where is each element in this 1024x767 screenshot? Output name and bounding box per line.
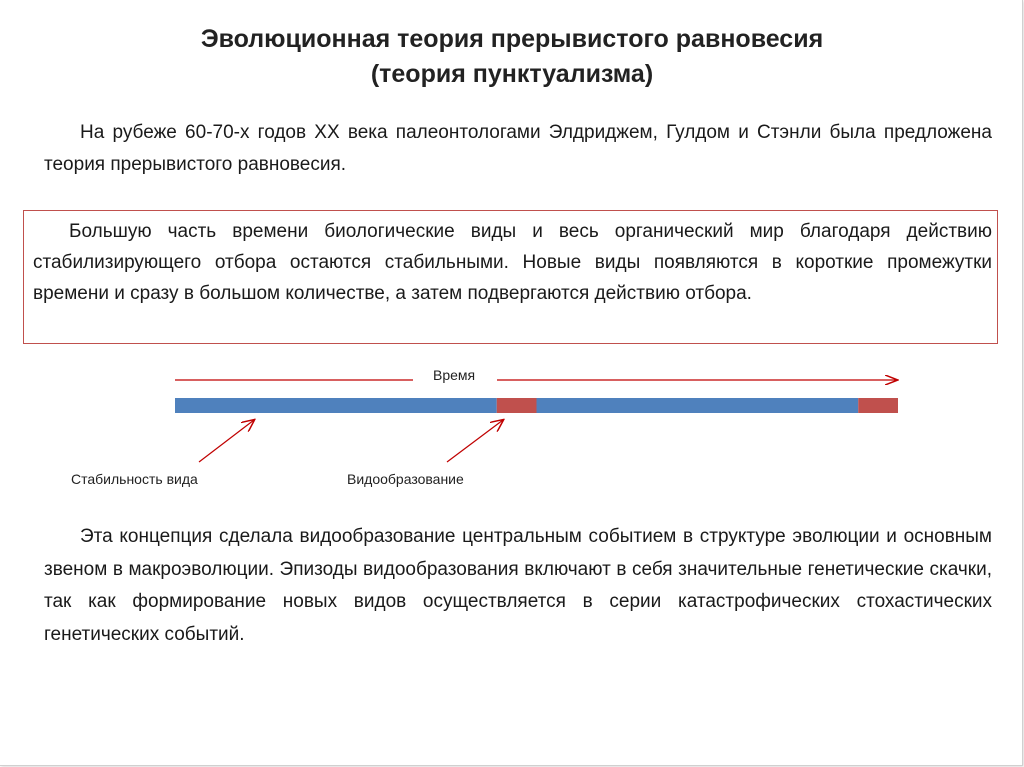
stability-arrow [199,420,254,462]
speciation-arrow [447,420,503,462]
title-line-2: (теория пунктуализма) [370,60,654,88]
conclusion-paragraph [44,521,992,651]
timeline-segment-speciation [858,398,898,413]
timeline-bar [175,398,898,413]
timeline-diagram [0,355,1024,505]
intro-paragraph [44,117,992,181]
stability-label: Стабильность вида [71,471,198,487]
speciation-label: Видообразование [347,471,464,487]
conclusion-text: Эта концепция сделала видообразование центральным событием в структуре эволюции и основным звеном в макроэволюции. Эпизоды видообразования включают в себя значительные генетические скачки, так как формирование новых видов осуществляется в серии катастрофических стохастических генетических событий. [44,526,992,645]
highlight-text: Большую часть времени биологические виды и весь органический мир благодаря действию стабилизирующего отбора остаются стабильными. Новые виды появляются в короткие промежутки времени и сразу в большом количестве, а затем подвергаются действию отбора. [33,221,992,304]
timeline-segment-speciation [497,398,537,413]
intro-text: На рубеже 60-70-х годов XX века палеонтологами Элдриджем, Гулдом и Стэнли была предложена теория прерывистого равновесия. [44,122,992,175]
slide-title [0,22,1024,92]
title-line-1: Эволюционная теория прерывистого равновесия [200,25,824,53]
timeline-segment-stable [175,398,497,413]
time-label: Время [433,367,476,383]
highlight-paragraph [33,216,992,309]
timeline-segment-stable [537,398,859,413]
